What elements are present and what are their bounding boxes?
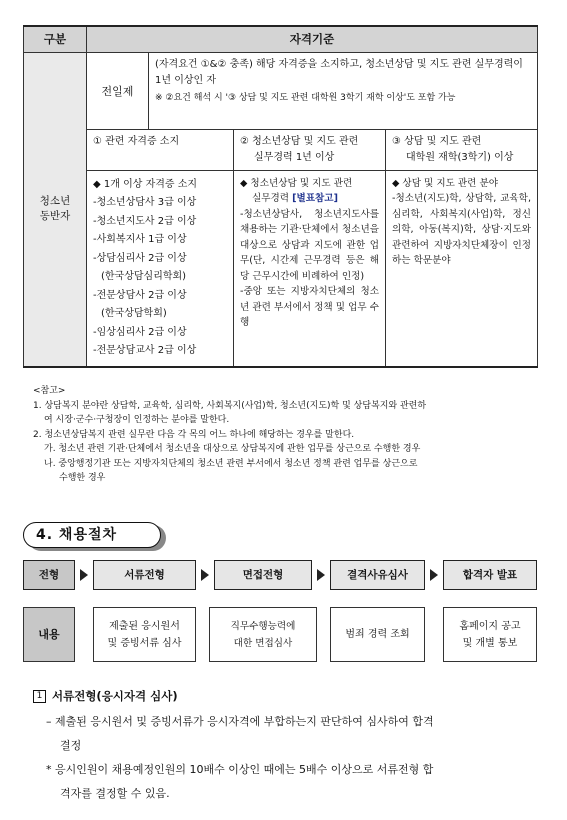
arrow-right-icon	[201, 569, 209, 581]
col1-line: -청소년상담사 3급 이상	[93, 197, 197, 208]
header-criteria: 자격기준	[87, 26, 538, 52]
note-1: 1. 상담복지 분야란 상담학, 교육학, 심리학, 사회복지(사업)학, 청소년(지도)학 및 상담복지와 관련하	[33, 400, 427, 411]
col2-bullet-prefix: 실무경력	[252, 193, 293, 204]
flow-stage-disqualification: 결격사유심사	[330, 560, 425, 590]
note-2b: 나. 중앙행정기관 또는 지방자치단체의 청소년 관련 부서에서 청소년 정책 관련 업무를 상근으로	[44, 458, 418, 469]
col2-head-line2: 실무경력 1년 이상	[254, 151, 335, 163]
col1-body	[87, 170, 234, 367]
content-document: 제출된 응시원서 및 증빙서류 심사	[93, 607, 196, 662]
flow-stage-interview: 면접전형	[214, 560, 312, 590]
arrow-right-icon	[317, 569, 325, 581]
col2-head-line1: ② 청소년상담 및 지도 관련	[240, 135, 359, 147]
notes-title: <참고>	[33, 386, 66, 396]
col2-appendix-ref: [별표참고]	[292, 193, 338, 204]
col2-bullet-line2	[240, 191, 379, 207]
col2-head	[234, 129, 386, 170]
col2-para2: -중앙 또는 지방자치단체의 청소년 관련 부서에서 정책 및 업무 수행	[240, 286, 379, 328]
section-heading	[23, 522, 169, 550]
process-flow	[23, 560, 537, 590]
full-time-label: 전일제	[87, 52, 149, 129]
col3-head-line2: 대학원 재학(3학기) 이상	[406, 151, 514, 163]
col1-head: ① 관련 자격증 소지	[87, 129, 234, 170]
col1-line: (한국상담학회)	[101, 308, 167, 319]
reference-notes	[33, 384, 543, 486]
arrow-right-icon	[430, 569, 438, 581]
col3-head	[386, 129, 538, 170]
content-disqualification: 범죄 경력 조회	[330, 607, 425, 662]
arrow-right-icon	[80, 569, 88, 581]
process-contents	[23, 607, 537, 662]
col3-head-line1: ③ 상담 및 지도 관련	[392, 135, 482, 147]
document-review-line1: – 제출된 응시원서 및 증빙서류가 응시자격에 부합하는지 판단하여 심사하여 합격	[46, 715, 434, 728]
header-category: 구분	[24, 26, 87, 52]
note-2b-cont: 수행한 경우	[59, 473, 106, 483]
col1-line: -전문상담교사 2급 이상	[93, 345, 197, 356]
content-interview: 직무수행능력에 대한 면접심사	[209, 607, 317, 662]
section-heading-label: 4. 채용절차	[23, 522, 161, 548]
document-review-heading	[33, 688, 178, 704]
category-label: 청소년 동반자	[39, 195, 71, 222]
flow-stage-announcement: 합격자 발표	[443, 560, 537, 590]
document-review-line2: * 응시인원이 채용예정인원의 10배수 이상인 때에는 5배수 이상으로 서류전형 합	[46, 763, 434, 776]
full-time-note: ※ ②요건 해석 시 '③ 상담 및 지도 관련 대학원 3학기 재학 이상'도 포함 가능	[155, 92, 456, 103]
content-announcement: 홈페이지 공고 및 개별 통보	[443, 607, 537, 662]
col3-bullet: ◆ 상담 및 지도 관련 분야	[392, 177, 499, 189]
document-review-desc	[46, 710, 542, 758]
col2-para1: -청소년상담사, 청소년지도사를 채용하는 기관·단체에서 청소년을 대상으로 상담과 지도에 관한 업무(단, 시간제 근무경력 등은 해당 근무시간에 비례하여 인정)	[240, 208, 379, 282]
col1-line: -청소년지도사 2급 이상	[93, 215, 197, 227]
col2-bullet: ◆ 청소년상담 및 지도 관련	[240, 177, 353, 189]
col1-line: (한국상담심리학회)	[101, 271, 187, 282]
col1-line: -상담심리사 2급 이상	[93, 252, 187, 264]
full-time-criteria	[149, 52, 538, 129]
item-number: 1	[33, 690, 46, 703]
flow-stage-document: 서류전형	[93, 560, 196, 590]
document-review-title: 서류전형(응시자격 심사)	[52, 689, 178, 703]
full-time-text: (자격요건 ①&② 충족) 해당 자격증을 소지하고, 청소년상담 및 지도 관련 실무경력이 1년 이상인 자	[155, 58, 523, 86]
content-label: 내용	[23, 607, 75, 662]
note-1-cont: 여 시장·군수·구청장이 인정하는 분야를 말한다.	[44, 415, 230, 425]
document-review-line2-cont: 격자를 결정할 수 있음.	[60, 787, 170, 800]
category-cell	[24, 52, 87, 367]
qualification-table	[23, 25, 538, 368]
col1-line: -임상심리사 2급 이상	[93, 326, 187, 338]
col2-body	[234, 170, 386, 367]
col3-para: -청소년(지도)학, 상담학, 교육학, 심리학, 사회복지(사업)학, 정신의학, 아동(복지)학, 상담·지도와 관련하여 지방자치단체장이 인정하는 학문분야	[392, 193, 531, 266]
col1-line: ◆ 1개 이상 자격증 소지	[93, 178, 198, 190]
document-review-note	[46, 758, 542, 806]
note-2: 2. 청소년상담복지 관련 실무란 다음 각 목의 어느 하나에 해당하는 경우를 말한다.	[33, 429, 355, 440]
col1-line: -전문상담사 2급 이상	[93, 289, 187, 301]
flow-stage-label: 전형	[23, 560, 75, 590]
document-review-line1-cont: 결정	[60, 739, 82, 752]
note-2a: 가. 청소년 관련 기관·단체에서 청소년을 대상으로 상담복지에 관한 업무를 상근으로 수행한 경우	[44, 444, 421, 454]
col1-line: -사회복지사 1급 이상	[93, 234, 187, 245]
col3-body	[386, 170, 538, 367]
